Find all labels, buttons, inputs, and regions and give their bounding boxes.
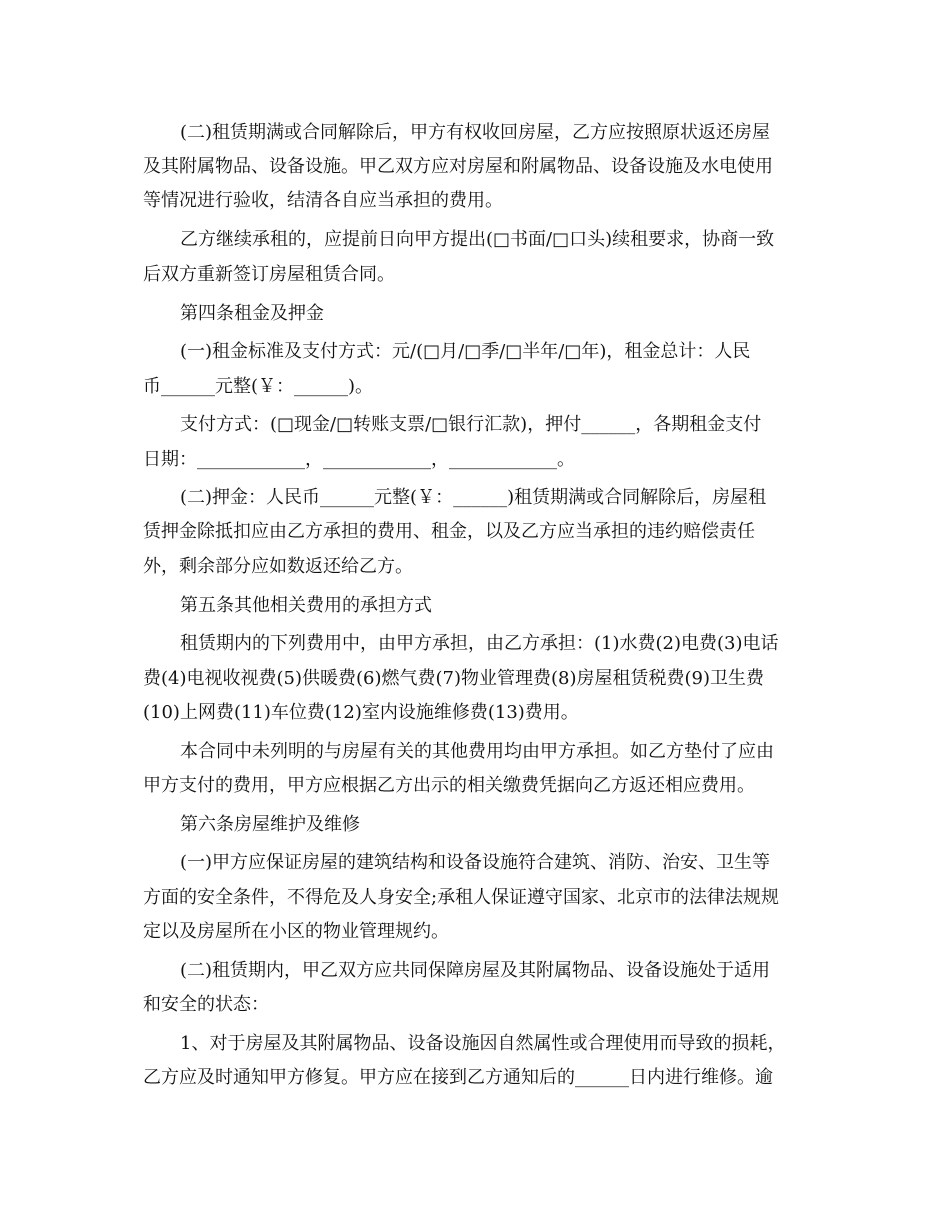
paragraph-line: 费(4)电视收视费(5)供暖费(6)燃气费(7)物业管理费(8)房屋租赁税费(9)卫生费	[143, 668, 764, 689]
section-heading: 第五条其他相关费用的承担方式	[180, 595, 432, 616]
paragraph-line: 支付方式：(□现金/□转账支票/□银行汇款)，押付______，各期租金支付	[180, 414, 762, 435]
paragraph-line: 日期：____________，____________，____________。	[143, 449, 575, 470]
paragraph-line: 赁押金除抵扣应由乙方承担的费用、租金，以及乙方应当承担的违约赔偿责任	[143, 521, 755, 542]
paragraph-line: 方面的安全条件，不得危及人身安全;承租人保证遵守国家、北京市的法律法规规	[143, 887, 780, 908]
paragraph-line: 乙方应及时通知甲方修复。甲方应在接到乙方通知后的______日内进行维修。逾	[143, 1067, 773, 1088]
paragraph-line: 及其附属物品、设备设施。甲乙双方应对房屋和附属物品、设备设施及水电使用	[143, 156, 773, 177]
section-heading: 第四条租金及押金	[180, 303, 324, 324]
paragraph-line: 本合同中未列明的与房屋有关的其他费用均由甲方承担。如乙方垫付了应由	[180, 741, 774, 762]
paragraph-line: 等情况进行验收，结清各自应当承担的费用。	[143, 190, 503, 211]
paragraph-line: (二)押金：人民币______元整(￥：______)租赁期满或合同解除后，房屋租	[180, 487, 767, 508]
paragraph-line: (10)上网费(11)车位费(12)室内设施维修费(13)费用。	[143, 702, 579, 723]
paragraph-line: 币______元整(￥：______)。	[143, 376, 374, 397]
paragraph-line: 和安全的状态：	[143, 994, 269, 1015]
paragraph-line: 1、对于房屋及其附属物品、设备设施因自然属性或合理使用而导致的损耗，	[180, 1033, 786, 1054]
section-heading: 第六条房屋维护及维修	[180, 814, 360, 835]
paragraph-line: 乙方继续承租的，应提前日向甲方提出(□书面/□口头)续租要求，协商一致	[180, 229, 775, 250]
paragraph-line: (一)租金标准及支付方式：元/(□月/□季/□半年/□年)，租金总计：人民	[180, 341, 751, 362]
paragraph-line: 甲方支付的费用，甲方应根据乙方出示的相关缴费凭据向乙方返还相应费用。	[143, 775, 755, 796]
paragraph-line: 租赁期内的下列费用中，由甲方承担，由乙方承担：(1)水费(2)电费(3)电话	[180, 633, 779, 654]
paragraph-line: 后双方重新签订房屋租赁合同。	[143, 264, 395, 285]
paragraph-line: (二)租赁期内，甲乙双方应共同保障房屋及其附属物品、设备设施处于适用	[180, 960, 771, 981]
paragraph-line: 外，剩余部分应如数返还给乙方。	[143, 556, 413, 577]
paragraph-line: (一)甲方应保证房屋的建筑结构和设备设施符合建筑、消防、治安、卫生等	[180, 852, 771, 873]
paragraph-line: (二)租赁期满或合同解除后，甲方有权收回房屋，乙方应按照原状返还房屋	[180, 122, 771, 143]
paragraph-line: 定以及房屋所在小区的物业管理规约。	[143, 921, 449, 942]
